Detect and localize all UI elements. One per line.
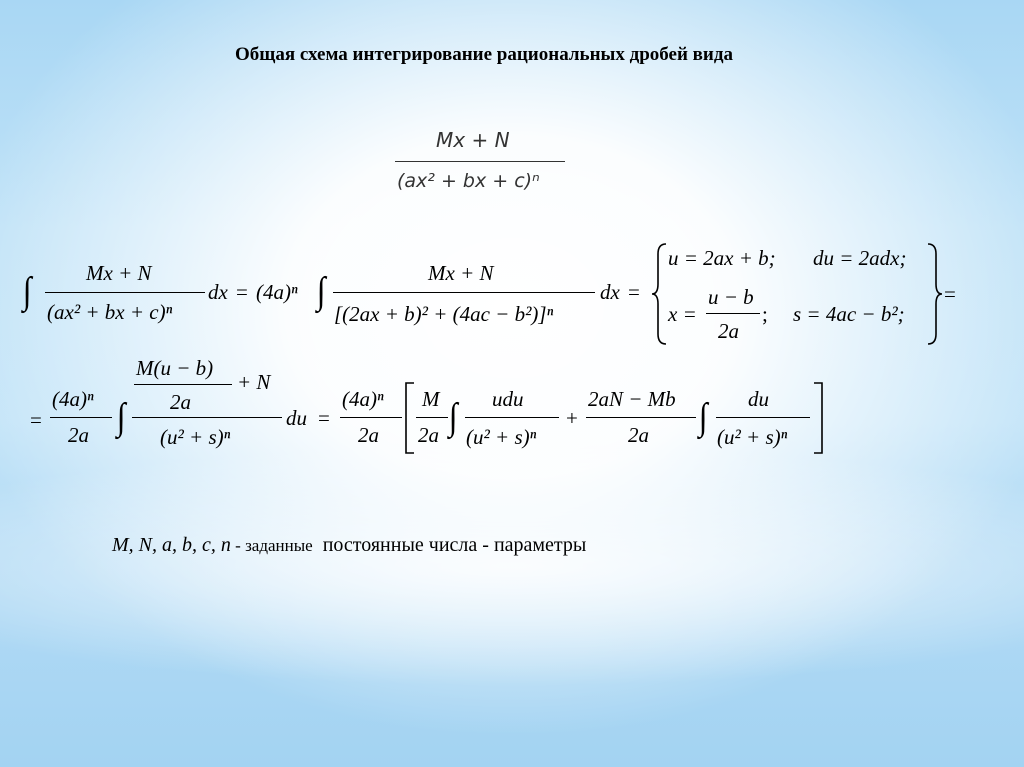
integral-sign: ∫ bbox=[316, 270, 326, 312]
substitution-x-den: 2a bbox=[718, 319, 739, 343]
main-bar bbox=[132, 417, 282, 418]
main-denominator: (u² + s)ⁿ bbox=[160, 425, 231, 449]
coef-bar bbox=[50, 417, 112, 418]
substitution-du: du = 2adx; bbox=[813, 246, 907, 270]
rhs-dx: dx bbox=[600, 280, 620, 304]
udu-numerator: udu bbox=[492, 387, 524, 411]
integral-sign: ∫ bbox=[22, 270, 32, 312]
form-numerator: Mx + N bbox=[436, 128, 510, 152]
coef2-bar bbox=[340, 417, 402, 418]
form-fraction-bar bbox=[395, 161, 565, 162]
plus-n: + N bbox=[237, 370, 271, 394]
slide-title: Общая схема интегрирование рациональных дробей вида bbox=[235, 44, 733, 65]
udu-bar bbox=[465, 417, 559, 418]
du2-numerator: du bbox=[748, 387, 769, 411]
udu-denominator: (u² + s)ⁿ bbox=[466, 425, 537, 449]
m-denominator: 2a bbox=[418, 423, 439, 447]
parameter-dash: - bbox=[230, 536, 246, 555]
inner-numerator: M(u − b) bbox=[136, 356, 214, 380]
coefficient: (4a)ⁿ bbox=[256, 280, 298, 304]
right-bracket bbox=[812, 382, 824, 454]
k-bar bbox=[586, 417, 696, 418]
coef-numerator: (4a)ⁿ bbox=[52, 387, 94, 411]
coef2-denominator: 2a bbox=[358, 423, 379, 447]
substitution-s: s = 4ac − b²; bbox=[793, 302, 905, 326]
equals-sign: = bbox=[236, 280, 248, 304]
equals-sign: = bbox=[30, 408, 42, 432]
lhs-fraction-bar bbox=[45, 292, 205, 293]
lhs-dx: dx bbox=[208, 280, 228, 304]
equals-sign: = bbox=[318, 406, 330, 430]
rhs-denominator: [(2ax + b)² + (4ac − b²)]ⁿ bbox=[334, 302, 554, 326]
lhs-numerator: Mx + N bbox=[86, 261, 152, 285]
parameter-word: заданные bbox=[245, 536, 313, 555]
rhs-numerator: Mx + N bbox=[428, 261, 494, 285]
substitution-x-bar bbox=[706, 313, 760, 314]
coef-denominator: 2a bbox=[68, 423, 89, 447]
integral-sign: ∫ bbox=[448, 396, 458, 438]
inner-bar bbox=[134, 384, 232, 385]
parameters-note bbox=[112, 534, 586, 557]
left-bracket bbox=[404, 382, 416, 454]
rhs-fraction-bar bbox=[333, 292, 595, 293]
coef2-numerator: (4a)ⁿ bbox=[342, 387, 384, 411]
m-numerator: M bbox=[422, 387, 440, 411]
equals-sign: = bbox=[944, 282, 956, 306]
k-numerator: 2aN − Mb bbox=[588, 387, 676, 411]
left-brace bbox=[650, 242, 670, 346]
lhs-denominator: (ax² + bx + c)ⁿ bbox=[47, 300, 173, 324]
integral-sign: ∫ bbox=[116, 396, 126, 438]
parameter-description: постоянные числа - параметры bbox=[312, 534, 587, 556]
k-denominator: 2a bbox=[628, 423, 649, 447]
substitution-u: u = 2ax + b; bbox=[668, 246, 776, 270]
form-denominator: (ax² + bx + c)ⁿ bbox=[397, 170, 540, 192]
m-bar bbox=[416, 417, 448, 418]
substitution-x: x = bbox=[668, 302, 697, 326]
semicolon: ; bbox=[762, 302, 768, 326]
du2-bar bbox=[716, 417, 810, 418]
integral-sign: ∫ bbox=[698, 396, 708, 438]
inner-denominator: 2a bbox=[170, 390, 191, 414]
substitution-x-num: u − b bbox=[708, 285, 754, 309]
right-brace bbox=[924, 242, 944, 346]
equals-sign: = bbox=[628, 280, 640, 304]
plus-sign: + bbox=[566, 406, 578, 430]
du-label: du bbox=[286, 406, 307, 430]
parameter-variables: M, N, a, b, c, n bbox=[112, 534, 231, 556]
du2-denominator: (u² + s)ⁿ bbox=[717, 425, 788, 449]
